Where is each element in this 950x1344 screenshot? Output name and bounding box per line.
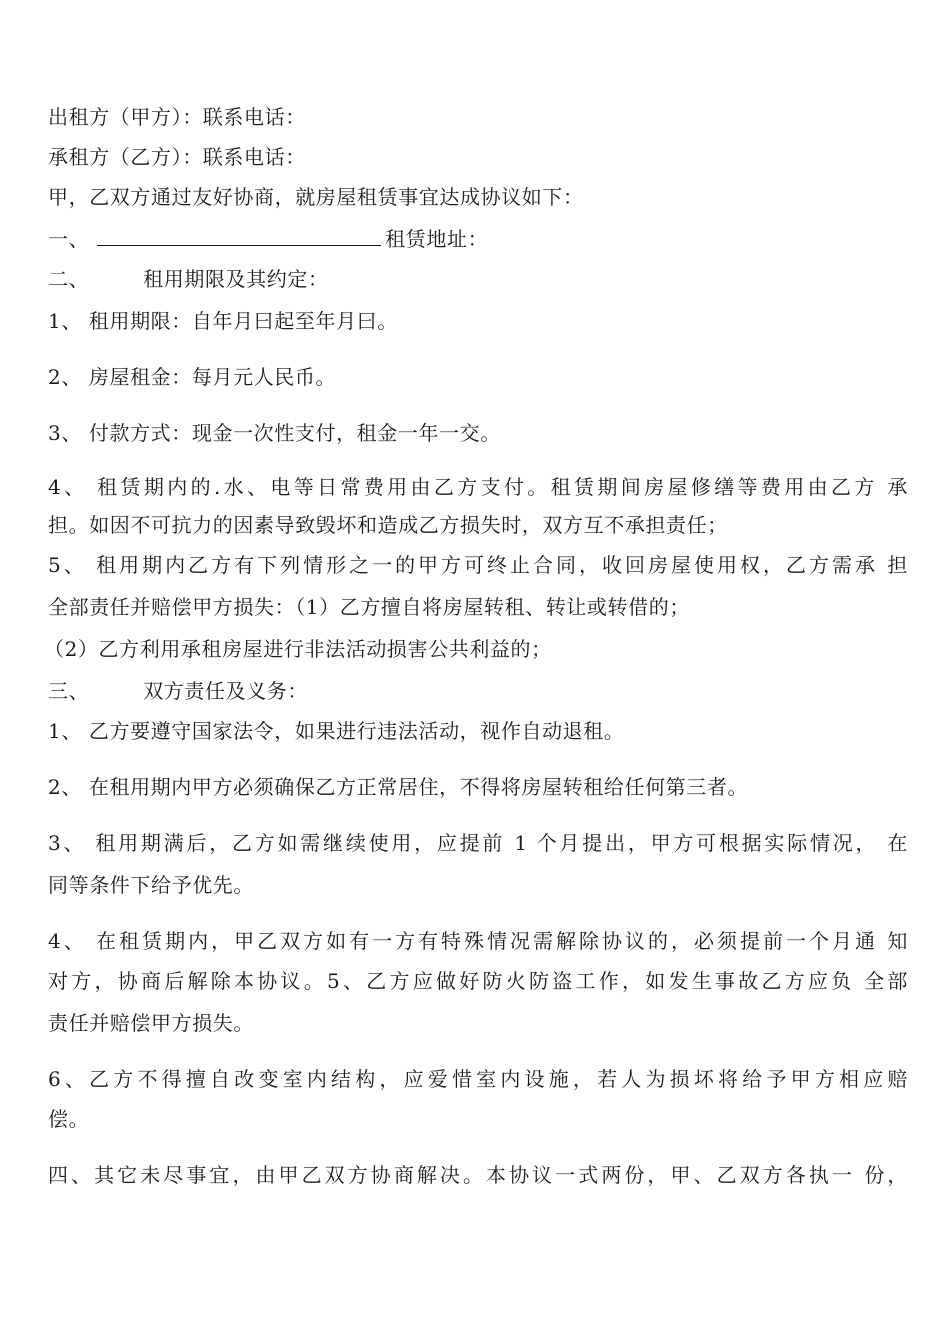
- clause-2-5-line1: 5、 租用期内乙方有下列情形之一的甲方可终止合同，收回房屋使用权，乙方需承 担: [48, 553, 908, 577]
- clause-2-2: 2、 房屋租金：每月元人民币。: [48, 365, 337, 389]
- lessee-line: 承租方（乙方）：联系电话：: [48, 145, 306, 169]
- section-two-line: [48, 266, 908, 292]
- clause-2-1: 1、 租用期限：自年月曰起至年月曰。: [48, 309, 398, 333]
- clause-2-3: 3、 付款方式：现金一次性支付，租金一年一交。: [48, 421, 501, 445]
- section-one-number: 一、: [48, 227, 90, 251]
- intro-line: 甲，乙双方通过友好协商，就房屋租赁事宜达成协议如下：: [48, 185, 584, 209]
- clause-3-3-line1: 3、 租用期满后，乙方如需继续使用，应提前 1 个月提出，甲方可根据实际情况， 在: [48, 831, 908, 855]
- lessor-line: 出租方（甲方）：联系电话：: [48, 105, 306, 129]
- clause-3-6-line1: 6、乙方不得擅自改变室内结构，应爱惜室内设施，若人为损坏将给予甲方相应赔: [48, 1067, 908, 1091]
- clause-3-2: 2、 在租用期内甲方必须确保乙方正常居住，不得将房屋转租给任何第三者。: [48, 775, 749, 799]
- section-one-title: 租赁地址：: [385, 227, 489, 251]
- clause-3-4-line2: 对方，协商后解除本协议。5、乙方应做好防火防盗工作，如发生事故乙方应负 全部: [48, 969, 908, 993]
- clause-3-3-line2: 同等条件下给予优先。: [48, 873, 254, 897]
- clause-2-4-line2: 担。如因不可抗力的因素导致毁坏和造成乙方损失时，双方互不承担责任；: [48, 513, 728, 537]
- clause-2-5-line2: 全部责任并赔偿甲方损失：（1）乙方擅自将房屋转租、转让或转借的；: [48, 595, 690, 619]
- section-three-title: 双方责任及义务：: [143, 679, 309, 703]
- clause-2-4-line1: 4、 租赁期内的.水、电等日常费用由乙方支付。租赁期间房屋修缮等费用由乙方 承: [48, 475, 908, 499]
- clause-3-6-line2: 偿。: [48, 1107, 90, 1131]
- clause-3-4-line1: 4、 在租赁期内，甲乙双方如有一方有特殊情况需解除协议的，必须提前一个月通 知: [48, 929, 908, 953]
- clause-3-1: 1、 乙方要遵守国家法令，如果进行违法活动，视作自动退租。: [48, 719, 625, 743]
- section-four-line: 四、其它未尽事宜，由甲乙双方协商解决。本协议一式两份，甲、乙双方各执一 份，: [48, 1163, 908, 1187]
- address-blank-underline: [97, 227, 381, 246]
- clause-3-4-line3: 责任并赔偿甲方损失。: [48, 1011, 254, 1035]
- clause-2-5-line3: （2）乙方利用承租房屋进行非法活动损害公共利益的；: [44, 637, 552, 661]
- section-two-title: 租用期限及其约定：: [143, 267, 329, 291]
- section-three-number: 三、: [48, 679, 90, 703]
- section-two-number: 二、: [48, 267, 90, 291]
- section-one-line: [48, 226, 908, 252]
- section-three-line: [48, 678, 908, 704]
